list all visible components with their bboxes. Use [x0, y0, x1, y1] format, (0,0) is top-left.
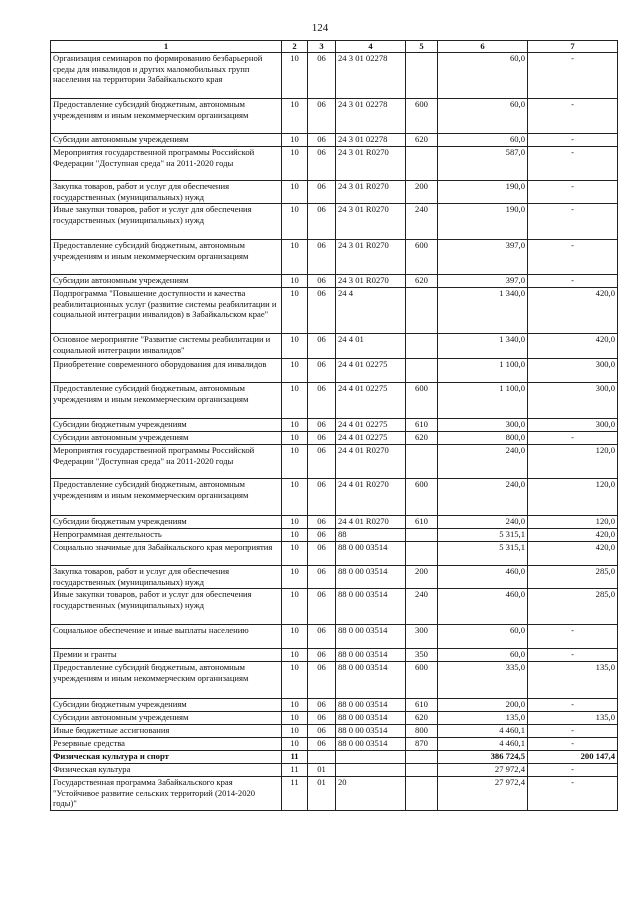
- amount-cell: 386 724,5: [438, 751, 528, 764]
- row-name-cell: Физическая культура: [51, 764, 282, 777]
- amount-cell: 460,0: [438, 589, 528, 625]
- subsection-code-cell: [308, 751, 336, 764]
- amount-cell: 190,0: [438, 181, 528, 204]
- target-item-code-cell: 88 0 00 03514: [336, 712, 406, 725]
- section-code-cell: 10: [282, 240, 308, 275]
- target-item-code-cell: 20: [336, 777, 406, 811]
- amount-cell: 4 460,1: [438, 725, 528, 738]
- section-code-cell: 10: [282, 738, 308, 751]
- row-name-cell: Субсидии автономным учреждениям: [51, 134, 282, 147]
- table-row: [51, 699, 618, 712]
- section-code-cell: 10: [282, 147, 308, 181]
- subsection-code-cell: 06: [308, 181, 336, 204]
- subsection-code-cell: 06: [308, 738, 336, 751]
- amount-cell: -: [528, 240, 618, 275]
- expense-type-code-cell: 600: [406, 479, 438, 516]
- section-code-cell: 10: [282, 725, 308, 738]
- section-code-cell: 10: [282, 275, 308, 288]
- subsection-code-cell: 06: [308, 725, 336, 738]
- subsection-code-cell: 06: [308, 147, 336, 181]
- table-row: [51, 204, 618, 240]
- amount-cell: 420,0: [528, 529, 618, 542]
- amount-cell: 300,0: [528, 359, 618, 383]
- target-item-code-cell: 24 4: [336, 288, 406, 334]
- expense-type-code-cell: 200: [406, 181, 438, 204]
- section-code-cell: 10: [282, 542, 308, 566]
- target-item-code-cell: 24 3 01 02278: [336, 53, 406, 99]
- amount-cell: 587,0: [438, 147, 528, 181]
- target-item-code-cell: 24 3 01 R0270: [336, 240, 406, 275]
- amount-cell: 60,0: [438, 99, 528, 134]
- expense-type-code-cell: 240: [406, 589, 438, 625]
- amount-cell: 300,0: [528, 419, 618, 432]
- amount-cell: -: [528, 134, 618, 147]
- target-item-code-cell: 88 0 00 03514: [336, 589, 406, 625]
- subsection-code-cell: 06: [308, 240, 336, 275]
- subsection-code-cell: 06: [308, 53, 336, 99]
- target-item-code-cell: 24 4 01 02275: [336, 359, 406, 383]
- target-item-code-cell: 88 0 00 03514: [336, 566, 406, 589]
- expense-type-code-cell: [406, 147, 438, 181]
- section-code-cell: 10: [282, 529, 308, 542]
- expense-type-code-cell: 600: [406, 383, 438, 419]
- expense-type-code-cell: [406, 777, 438, 811]
- row-name-cell: Мероприятия государственной программы Российской Федерации "Доступная среда" на 2011-2020 годы: [51, 445, 282, 479]
- expense-type-code-cell: 240: [406, 204, 438, 240]
- row-name-cell: Иные закупки товаров, работ и услуг для обеспечения государственных (муниципальных) нужд: [51, 589, 282, 625]
- expense-type-code-cell: 610: [406, 419, 438, 432]
- expense-type-code-cell: 600: [406, 240, 438, 275]
- section-code-cell: 10: [282, 359, 308, 383]
- amount-cell: 120,0: [528, 445, 618, 479]
- target-item-code-cell: 24 3 01 R0270: [336, 204, 406, 240]
- section-code-cell: 11: [282, 777, 308, 811]
- amount-cell: 120,0: [528, 516, 618, 529]
- row-name-cell: Субсидии автономным учреждениям: [51, 275, 282, 288]
- table-row: [51, 359, 618, 383]
- row-name-cell: Социальное обеспечение и иные выплаты населению: [51, 625, 282, 649]
- column-header: 2: [282, 41, 308, 53]
- amount-cell: 135,0: [528, 662, 618, 699]
- expense-type-code-cell: [406, 529, 438, 542]
- row-name-cell: Премии и гранты: [51, 649, 282, 662]
- table-row: [51, 725, 618, 738]
- subsection-code-cell: 06: [308, 662, 336, 699]
- column-header: 1: [51, 41, 282, 53]
- table-row: [51, 134, 618, 147]
- amount-cell: 420,0: [528, 542, 618, 566]
- amount-cell: 120,0: [528, 479, 618, 516]
- target-item-code-cell: [336, 764, 406, 777]
- expense-type-code-cell: [406, 445, 438, 479]
- row-name-cell: Резервные средства: [51, 738, 282, 751]
- row-name-cell: Основное мероприятие "Развитие системы реабилитации и социальной интеграции инвалидов": [51, 334, 282, 359]
- amount-cell: -: [528, 725, 618, 738]
- section-code-cell: 10: [282, 334, 308, 359]
- amount-cell: -: [528, 649, 618, 662]
- section-code-cell: 11: [282, 764, 308, 777]
- table-row: [51, 589, 618, 625]
- section-code-cell: 10: [282, 99, 308, 134]
- expense-type-code-cell: 620: [406, 432, 438, 445]
- amount-cell: 800,0: [438, 432, 528, 445]
- table-row: [51, 566, 618, 589]
- table-row: [51, 764, 618, 777]
- section-code-cell: 10: [282, 181, 308, 204]
- subsection-code-cell: 06: [308, 134, 336, 147]
- amount-cell: 27 972,4: [438, 764, 528, 777]
- row-name-cell: Предоставление субсидий бюджетным, автономным учреждениям и иным некоммерческим организациям: [51, 240, 282, 275]
- section-code-cell: 10: [282, 288, 308, 334]
- section-code-cell: 10: [282, 589, 308, 625]
- target-item-code-cell: 24 4 01 02275: [336, 383, 406, 419]
- subsection-code-cell: 06: [308, 99, 336, 134]
- subsection-code-cell: 06: [308, 566, 336, 589]
- target-item-code-cell: 88 0 00 03514: [336, 725, 406, 738]
- amount-cell: 190,0: [438, 204, 528, 240]
- column-header: 3: [308, 41, 336, 53]
- subsection-code-cell: 06: [308, 625, 336, 649]
- target-item-code-cell: 24 3 01 R0270: [336, 147, 406, 181]
- row-name-cell: Физическая культура и спорт: [51, 751, 282, 764]
- target-item-code-cell: 24 4 01 R0270: [336, 445, 406, 479]
- subsection-code-cell: 06: [308, 699, 336, 712]
- target-item-code-cell: 88 0 00 03514: [336, 662, 406, 699]
- amount-cell: 200 147,4: [528, 751, 618, 764]
- table-row: [51, 419, 618, 432]
- row-name-cell: Субсидии автономным учреждениям: [51, 432, 282, 445]
- amount-cell: 420,0: [528, 288, 618, 334]
- amount-cell: 240,0: [438, 479, 528, 516]
- subsection-code-cell: 06: [308, 516, 336, 529]
- expense-type-code-cell: 610: [406, 516, 438, 529]
- amount-cell: -: [528, 738, 618, 751]
- amount-cell: -: [528, 147, 618, 181]
- table-header-row: [51, 41, 618, 53]
- expense-type-code-cell: [406, 542, 438, 566]
- amount-cell: 240,0: [438, 445, 528, 479]
- section-code-cell: 10: [282, 432, 308, 445]
- row-name-cell: Предоставление субсидий бюджетным, автономным учреждениям и иным некоммерческим организациям: [51, 662, 282, 699]
- expense-type-code-cell: 300: [406, 625, 438, 649]
- table-row: [51, 240, 618, 275]
- column-header: 6: [438, 41, 528, 53]
- target-item-code-cell: 24 4 01 02275: [336, 432, 406, 445]
- section-code-cell: 10: [282, 204, 308, 240]
- amount-cell: 1 100,0: [438, 383, 528, 419]
- row-name-cell: Субсидии бюджетным учреждениям: [51, 699, 282, 712]
- expense-type-code-cell: 610: [406, 699, 438, 712]
- row-name-cell: Предоставление субсидий бюджетным, автономным учреждениям и иным некоммерческим организациям: [51, 383, 282, 419]
- expense-type-code-cell: [406, 359, 438, 383]
- amount-cell: 200,0: [438, 699, 528, 712]
- page-number: 124: [311, 22, 329, 34]
- row-name-cell: Субсидии бюджетным учреждениям: [51, 419, 282, 432]
- amount-cell: 285,0: [528, 589, 618, 625]
- table-row: [51, 53, 618, 99]
- subsection-code-cell: 06: [308, 432, 336, 445]
- target-item-code-cell: 24 4 01 R0270: [336, 479, 406, 516]
- target-item-code-cell: 24 4 01 R0270: [336, 516, 406, 529]
- amount-cell: 27 972,4: [438, 777, 528, 811]
- row-name-cell: Предоставление субсидий бюджетным, автономным учреждениям и иным некоммерческим организациям: [51, 99, 282, 134]
- amount-cell: 60,0: [438, 625, 528, 649]
- amount-cell: 460,0: [438, 566, 528, 589]
- amount-cell: -: [528, 181, 618, 204]
- amount-cell: 1 340,0: [438, 288, 528, 334]
- target-item-code-cell: [336, 751, 406, 764]
- table-row: [51, 516, 618, 529]
- target-item-code-cell: 88 0 00 03514: [336, 699, 406, 712]
- amount-cell: 1 100,0: [438, 359, 528, 383]
- subsection-code-cell: 06: [308, 445, 336, 479]
- row-name-cell: Мероприятия государственной программы Российской Федерации "Доступная среда" на 2011-2020 годы: [51, 147, 282, 181]
- amount-cell: -: [528, 777, 618, 811]
- amount-cell: 285,0: [528, 566, 618, 589]
- amount-cell: -: [528, 764, 618, 777]
- subsection-code-cell: 06: [308, 542, 336, 566]
- column-header: 7: [528, 41, 618, 53]
- amount-cell: 4 460,1: [438, 738, 528, 751]
- section-code-cell: 10: [282, 712, 308, 725]
- row-name-cell: Иные бюджетные ассигнования: [51, 725, 282, 738]
- amount-cell: -: [528, 204, 618, 240]
- table-row: [51, 542, 618, 566]
- amount-cell: 397,0: [438, 275, 528, 288]
- table-row: [51, 751, 618, 764]
- subsection-code-cell: 06: [308, 288, 336, 334]
- target-item-code-cell: 88: [336, 529, 406, 542]
- table-row: [51, 445, 618, 479]
- amount-cell: 135,0: [438, 712, 528, 725]
- subsection-code-cell: 06: [308, 275, 336, 288]
- target-item-code-cell: 88 0 00 03514: [336, 649, 406, 662]
- target-item-code-cell: 24 4 01: [336, 334, 406, 359]
- amount-cell: -: [528, 99, 618, 134]
- subsection-code-cell: 01: [308, 777, 336, 811]
- row-name-cell: Приобретение современного оборудования для инвалидов: [51, 359, 282, 383]
- expense-type-code-cell: 800: [406, 725, 438, 738]
- amount-cell: 60,0: [438, 53, 528, 99]
- section-code-cell: 11: [282, 751, 308, 764]
- amount-cell: -: [528, 699, 618, 712]
- subsection-code-cell: 06: [308, 479, 336, 516]
- target-item-code-cell: 24 3 01 R0270: [336, 181, 406, 204]
- subsection-code-cell: 06: [308, 383, 336, 419]
- target-item-code-cell: 88 0 00 03514: [336, 625, 406, 649]
- row-name-cell: Непрограммная деятельность: [51, 529, 282, 542]
- table-row: [51, 383, 618, 419]
- row-name-cell: Социально значимые для Забайкальского края мероприятия: [51, 542, 282, 566]
- section-code-cell: 10: [282, 53, 308, 99]
- expense-type-code-cell: [406, 53, 438, 99]
- row-name-cell: Подпрограмма "Повышение доступности и качества реабилитационных услуг (развитие системы реабилитации и социальной интеграции инвалидов) в Забайкальском крае": [51, 288, 282, 334]
- column-header: 4: [336, 41, 406, 53]
- target-item-code-cell: 24 4 01 02275: [336, 419, 406, 432]
- row-name-cell: Закупка товаров, работ и услуг для обеспечения государственных (муниципальных) нужд: [51, 181, 282, 204]
- expense-type-code-cell: 200: [406, 566, 438, 589]
- target-item-code-cell: 88 0 00 03514: [336, 542, 406, 566]
- target-item-code-cell: 24 3 01 02278: [336, 134, 406, 147]
- section-code-cell: 10: [282, 419, 308, 432]
- section-code-cell: 10: [282, 699, 308, 712]
- row-name-cell: Субсидии автономным учреждениям: [51, 712, 282, 725]
- column-header: 5: [406, 41, 438, 53]
- table-row: [51, 738, 618, 751]
- amount-cell: 5 315,1: [438, 529, 528, 542]
- subsection-code-cell: 06: [308, 359, 336, 383]
- section-code-cell: 10: [282, 134, 308, 147]
- table-row: [51, 432, 618, 445]
- expense-type-code-cell: [406, 764, 438, 777]
- section-code-cell: 10: [282, 516, 308, 529]
- amount-cell: 135,0: [528, 712, 618, 725]
- table-row: [51, 777, 618, 811]
- table-row: [51, 479, 618, 516]
- subsection-code-cell: 06: [308, 589, 336, 625]
- section-code-cell: 10: [282, 479, 308, 516]
- table-row: [51, 529, 618, 542]
- subsection-code-cell: 06: [308, 334, 336, 359]
- table-row: [51, 649, 618, 662]
- amount-cell: -: [528, 625, 618, 649]
- table-row: [51, 147, 618, 181]
- target-item-code-cell: 24 3 01 02278: [336, 99, 406, 134]
- table-row: [51, 288, 618, 334]
- budget-table: [50, 40, 618, 811]
- target-item-code-cell: 24 3 01 R0270: [336, 275, 406, 288]
- section-code-cell: 10: [282, 445, 308, 479]
- expense-type-code-cell: 870: [406, 738, 438, 751]
- row-name-cell: Организация семинаров по формированию безбарьерной среды для инвалидов и других маломобильных групп населения на территории Забайкальского края: [51, 53, 282, 99]
- amount-cell: 1 340,0: [438, 334, 528, 359]
- amount-cell: 397,0: [438, 240, 528, 275]
- row-name-cell: Закупка товаров, работ и услуг для обеспечения государственных (муниципальных) нужд: [51, 566, 282, 589]
- target-item-code-cell: 88 0 00 03514: [336, 738, 406, 751]
- amount-cell: -: [528, 275, 618, 288]
- expense-type-code-cell: 600: [406, 99, 438, 134]
- row-name-cell: Предоставление субсидий бюджетным, автономным учреждениям и иным некоммерческим организациям: [51, 479, 282, 516]
- expense-type-code-cell: [406, 288, 438, 334]
- subsection-code-cell: 06: [308, 419, 336, 432]
- section-code-cell: 10: [282, 625, 308, 649]
- amount-cell: 60,0: [438, 649, 528, 662]
- subsection-code-cell: 06: [308, 529, 336, 542]
- amount-cell: 240,0: [438, 516, 528, 529]
- amount-cell: 5 315,1: [438, 542, 528, 566]
- expense-type-code-cell: [406, 751, 438, 764]
- expense-type-code-cell: 600: [406, 662, 438, 699]
- subsection-code-cell: 06: [308, 712, 336, 725]
- amount-cell: -: [528, 53, 618, 99]
- expense-type-code-cell: 620: [406, 712, 438, 725]
- table-row: [51, 662, 618, 699]
- table-row: [51, 334, 618, 359]
- section-code-cell: 10: [282, 649, 308, 662]
- expense-type-code-cell: 620: [406, 134, 438, 147]
- subsection-code-cell: 01: [308, 764, 336, 777]
- table-row: [51, 99, 618, 134]
- table-row: [51, 712, 618, 725]
- section-code-cell: 10: [282, 383, 308, 419]
- amount-cell: 420,0: [528, 334, 618, 359]
- table-row: [51, 275, 618, 288]
- amount-cell: 335,0: [438, 662, 528, 699]
- table-row: [51, 181, 618, 204]
- amount-cell: 300,0: [528, 383, 618, 419]
- table-row: [51, 625, 618, 649]
- expense-type-code-cell: 620: [406, 275, 438, 288]
- row-name-cell: Иные закупки товаров, работ и услуг для обеспечения государственных (муниципальных) нужд: [51, 204, 282, 240]
- amount-cell: 300,0: [438, 419, 528, 432]
- amount-cell: 60,0: [438, 134, 528, 147]
- section-code-cell: 10: [282, 566, 308, 589]
- section-code-cell: 10: [282, 662, 308, 699]
- expense-type-code-cell: 350: [406, 649, 438, 662]
- row-name-cell: Субсидии бюджетным учреждениям: [51, 516, 282, 529]
- expense-type-code-cell: [406, 334, 438, 359]
- subsection-code-cell: 06: [308, 204, 336, 240]
- amount-cell: -: [528, 432, 618, 445]
- row-name-cell: Государственная программа Забайкальского края "Устойчивое развитие сельских территорий (2014-2020 годы)": [51, 777, 282, 811]
- subsection-code-cell: 06: [308, 649, 336, 662]
